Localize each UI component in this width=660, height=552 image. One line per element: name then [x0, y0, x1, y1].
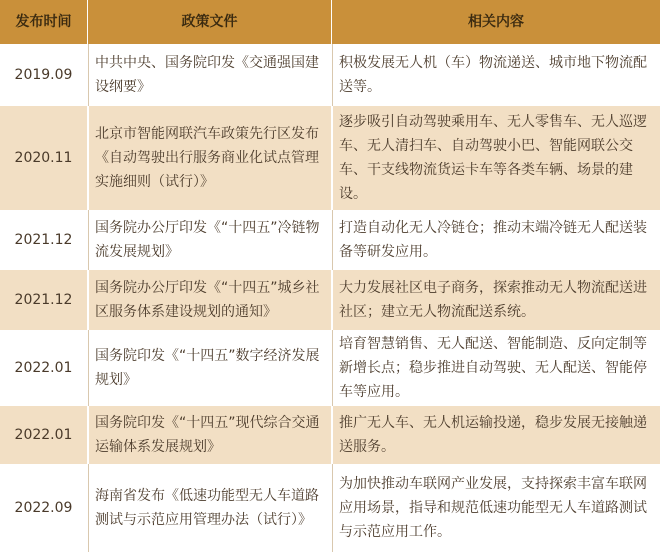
row-date: 2022.01 — [0, 406, 88, 464]
table-row — [0, 210, 660, 271]
row-date: 2021.12 — [0, 270, 88, 330]
table-row — [0, 270, 660, 331]
row-content: 积极发展无人机（车）物流递送、城市地下物流配送等。 — [332, 44, 660, 106]
row-policy: 国务院办公厅印发《“十四五”冷链物流发展规划》 — [88, 210, 332, 270]
table-row — [0, 464, 660, 552]
row-content: 培育智慧销售、无人配送、智能制造、反向定制等新增长点；稳步推进自动驾驶、无人配送、智能停车等应用。 — [332, 330, 660, 406]
row-policy: 海南省发布《低速功能型无人车道路测试与示范应用管理办法（试行）》 — [88, 464, 332, 552]
row-date: 2022.01 — [0, 330, 88, 406]
row-policy: 国务院办公厅印发《“十四五”城乡社区服务体系建设规划的通知》 — [88, 270, 332, 330]
row-policy: 北京市智能网联汽车政策先行区发布《自动驾驶出行服务商业化试点管理实施细则（试行）》 — [88, 106, 332, 210]
row-content: 大力发展社区电子商务，探索推动无人物流配送进社区；建立无人物流配送系统。 — [332, 270, 660, 330]
row-policy: 国务院印发《“十四五”现代综合交通运输体系发展规划》 — [88, 406, 332, 464]
row-date: 2022.09 — [0, 464, 88, 552]
row-content: 为加快推动车联网产业发展，支持探索丰富车联网应用场景，指导和规范低速功能型无人车道路测试与示范应用工作。 — [332, 464, 660, 552]
table-row — [0, 44, 660, 107]
row-date: 2021.12 — [0, 210, 88, 270]
table-row — [0, 406, 660, 465]
header-date: 发布时间 — [0, 0, 88, 44]
row-policy: 中共中央、国务院印发《交通强国建设纲要》 — [88, 44, 332, 106]
table-row — [0, 106, 660, 211]
row-content: 逐步吸引自动驾驶乘用车、无人零售车、无人巡逻车、无人清扫车、自动驾驶小巴、智能网联公交车、干支线物流货运卡车等各类车辆、场景的建设。 — [332, 106, 660, 210]
row-date: 2019.09 — [0, 44, 88, 106]
table-row — [0, 330, 660, 407]
row-policy: 国务院印发《“十四五”数字经济发展规划》 — [88, 330, 332, 406]
table-header — [0, 0, 660, 44]
row-content: 推广无人车、无人机运输投递，稳步发展无接触递送服务。 — [332, 406, 660, 464]
row-date: 2020.11 — [0, 106, 88, 210]
header-content: 相关内容 — [468, 14, 524, 30]
row-content: 打造自动化无人冷链仓；推动末端冷链无人配送装备等研发应用。 — [332, 210, 660, 270]
header-policy: 政策文件 — [88, 0, 332, 44]
